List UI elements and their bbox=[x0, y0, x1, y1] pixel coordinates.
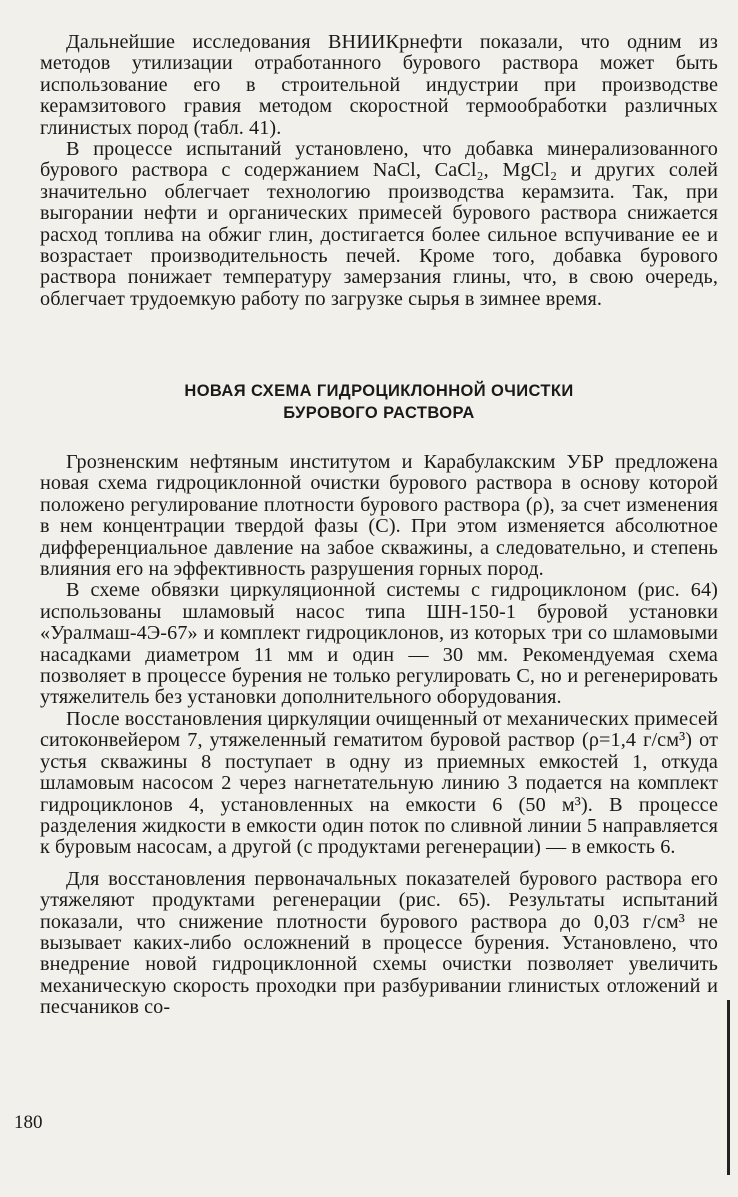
section-heading-line-1: НОВАЯ СХЕМА ГИДРОЦИКЛОННОЙ ОЧИСТКИ bbox=[184, 382, 574, 400]
paragraph-recovery: Для восстановления первоначальных показателей бурового раствора его утяжеляют продуктами регенерации (рис. 65). Результаты испытаний показали, что снижение плотности бурового раствора до 0,03 г/см³ не вызывает каких-либо осложнений в процессе бурения. Установлено, что внедрение новой гидроциклонной схемы очистки позволяет увеличить механическую скорость проходки при разбуривании глинистых отложений и песчаников со- bbox=[40, 867, 718, 1019]
paragraph-utilization: Дальнейшие исследования ВНИИКрнефти показали, что одним из методов утилизации отработанного бурового раствора может быть использование его в строительной индустрии при производстве керамзитового гравия методом скоростной термообработки различных глинистых пород (табл. 41). bbox=[40, 31, 718, 139]
paragraph-testing-results: В процессе испытаний установлено, что добавка минерализованного бурового раствора с содержанием NaCl, CaCl₂, MgCl₂ и других солей значительно облегчает технологию производства керамзита. Так, при выгорании нефти и органических примесей бурового раствора снижается расход топлива на обжиг глин, достигается более сильное вспучивание ее и возрастает производительность печей. Кроме того, добавка бурового раствора понижает температуру замерзания глины, что, в свою очередь, облегчает трудоемкую работу по загрузке сырья в зимнее время. bbox=[40, 138, 718, 310]
paragraph-circulation-system: В схеме обвязки циркуляционной системы с гидроциклоном (рис. 64) использованы шламовый насос типа ШН-150-1 буровой установки «Уралмаш-4Э-67» и комплект гидроциклонов, из которых три со шламовыми насадками диаметром 11 мм и один — 30 мм. Рекомендуемая схема позволяет в процессе бурения не только регулировать C, но и регенерировать утяжелитель без установки дополнительного оборудования. bbox=[40, 579, 718, 709]
page-edge-mark bbox=[727, 1000, 730, 1175]
section-heading-line-2: БУРОВОГО РАСТВОРА bbox=[283, 404, 475, 422]
paragraph-circulation-restore: После восстановления циркуляции очищенный от механических примесей ситоконвейером 7, утяжеленный гематитом буровой раствор (ρ=1,4 г/см³) от устья скважины 8 поступает в одну из приемных емкостей 1, откуда шламовым насосом 2 через нагнетательную линию 3 подается на комплект гидроциклонов 4, установленных на емкости 6 (50 м³). В процессе разделения жидкости в емкости один поток по сливной линии 5 направляется к буровым насосам, а другой (с продуктами регенерации) — в емкость 6. bbox=[40, 707, 718, 859]
main-section bbox=[40, 452, 718, 1019]
paragraph-new-scheme: Грозненским нефтяным институтом и Карабулакским УБР предложена новая схема гидроциклонной очистки бурового раствора в основу которой положено регулирование плотности бурового раствора (ρ), за счет изменения в нем концентрации твердой фазы (C). При этом изменяется абсолютное дифференциальное давление на забое скважины, а следовательно, и степень влияния его на эффективность разрушения горных пород. bbox=[40, 451, 718, 581]
intro-section bbox=[40, 32, 718, 310]
section-heading bbox=[40, 380, 718, 424]
page-number: 180 bbox=[14, 1112, 43, 1133]
